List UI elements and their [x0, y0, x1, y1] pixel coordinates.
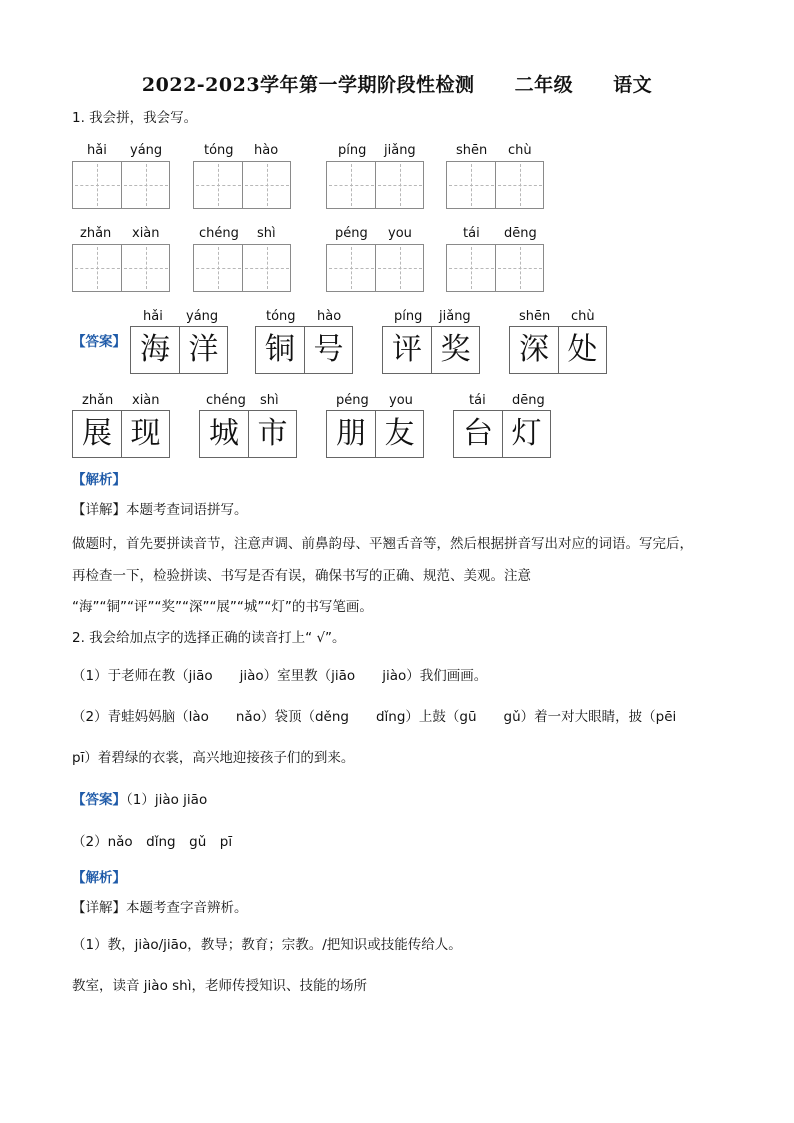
answer-grid	[453, 410, 551, 458]
page-title	[0, 70, 794, 97]
pinyin: tóng	[266, 309, 296, 324]
explanation-line: （1）教，jiào/jiāo，教导；教育；宗教。/把知识或技能传给人。	[72, 937, 462, 953]
writing-grid[interactable]	[446, 161, 544, 209]
answer-label: 【答案】	[72, 334, 126, 350]
answer-grid	[382, 326, 480, 374]
q2-answer-line	[72, 790, 207, 810]
pinyin: hào	[317, 309, 342, 324]
answer-char: 海	[140, 332, 170, 367]
explanation-paragraph: 再检查一下，检验拼读、书写是否有误，确保书写的正确、规范、美观。注意	[72, 568, 531, 584]
pinyin: jiǎng	[384, 143, 416, 158]
q2-answer: （1）jiào jiāo	[126, 792, 208, 808]
pinyin: yáng	[130, 143, 163, 158]
pinyin: tóng	[204, 143, 234, 158]
answer-grid	[326, 410, 424, 458]
pinyin: píng	[338, 143, 367, 158]
pinyin: you	[388, 226, 412, 241]
detail-label: 【详解】	[72, 502, 126, 518]
answer-char: 城	[209, 416, 239, 451]
pinyin: shēn	[456, 143, 488, 158]
q2-answer: （2）nǎo dǐng gǔ pī	[72, 834, 233, 850]
answer-grid	[72, 410, 170, 458]
pinyin: shì	[260, 393, 279, 408]
detail-label: 【详解】	[72, 900, 126, 916]
answer-char: 市	[248, 411, 296, 457]
pinyin: dēng	[504, 226, 537, 241]
pinyin: yáng	[186, 309, 219, 324]
exam-title: 2022-2023学年第一学期阶段性检测	[141, 74, 475, 96]
q2-item: （2）青蛙妈妈脑（lào nǎo）袋顶（děng dǐng）上鼓（gū gǔ）着一对大眼睛，披（pēi	[72, 709, 677, 725]
pinyin: chéng	[206, 393, 246, 408]
pinyin: shì	[257, 226, 276, 241]
writing-grid[interactable]	[193, 244, 291, 292]
q2-item: （1）于老师在教（jiāo jiào）室里教（jiāo jiào）我们画画。	[72, 668, 488, 684]
pinyin: zhǎn	[82, 393, 114, 408]
writing-grid[interactable]	[72, 161, 170, 209]
pinyin: xiàn	[132, 226, 160, 241]
q2-item-continued: pī）着碧绿的衣裳，高兴地迎接孩子们的到来。	[72, 750, 355, 766]
analysis-label: 【解析】	[72, 472, 126, 488]
subject-label: 语文	[613, 74, 653, 96]
answer-char: 灯	[502, 411, 550, 457]
writing-grid[interactable]	[326, 244, 424, 292]
q1-prompt: 1. 我会拼，我会写。	[72, 110, 198, 126]
pinyin: you	[389, 393, 413, 408]
answer-char: 奖	[431, 327, 479, 373]
answer-char: 现	[121, 411, 169, 457]
answer-char: 处	[558, 327, 606, 373]
answer-char: 洋	[179, 327, 227, 373]
writing-grid[interactable]	[193, 161, 291, 209]
explanation-paragraph: 做题时，首先要拼读音节，注意声调、前鼻韵母、平翘舌音等，然后根据拼音写出对应的词语。写完后，	[72, 536, 693, 552]
writing-grid[interactable]	[446, 244, 544, 292]
answer-grid	[199, 410, 297, 458]
pinyin: dēng	[512, 393, 545, 408]
detail-line	[72, 500, 248, 520]
q2-prompt: 2. 我会给加点字的选择正确的读音打上“ √”。	[72, 630, 346, 646]
analysis-label: 【解析】	[72, 870, 126, 886]
answer-grid	[255, 326, 353, 374]
answer-char: 号	[304, 327, 352, 373]
detail-text: 本题考查词语拼写。	[126, 502, 248, 518]
pinyin: píng	[394, 309, 423, 324]
pinyin: hǎi	[143, 309, 163, 324]
answer-char: 铜	[265, 332, 295, 367]
answer-char: 台	[463, 416, 493, 451]
pinyin: péng	[335, 226, 368, 241]
pinyin: chù	[571, 309, 595, 324]
pinyin: péng	[336, 393, 369, 408]
answer-char: 展	[82, 416, 112, 451]
answer-char: 友	[375, 411, 423, 457]
pinyin: zhǎn	[80, 226, 112, 241]
writing-grid[interactable]	[72, 244, 170, 292]
pinyin: chéng	[199, 226, 239, 241]
answer-grid	[509, 326, 607, 374]
pinyin: tái	[463, 226, 480, 241]
pinyin: shēn	[519, 309, 551, 324]
explanation-paragraph: “海”“铜”“评”“奖”“深”“展”“城”“灯”的书写笔画。	[72, 599, 373, 615]
answer-char: 深	[519, 332, 549, 367]
pinyin: xiàn	[132, 393, 160, 408]
grade-label: 二年级	[514, 74, 574, 96]
pinyin: jiǎng	[439, 309, 471, 324]
detail-text: 本题考查字音辨析。	[126, 900, 248, 916]
answer-grid	[130, 326, 228, 374]
pinyin: tái	[469, 393, 486, 408]
pinyin: hào	[254, 143, 279, 158]
detail-line	[72, 898, 248, 918]
answer-char: 朋	[336, 416, 366, 451]
pinyin: hǎi	[87, 143, 107, 158]
writing-grid[interactable]	[326, 161, 424, 209]
answer-label: 【答案】	[72, 792, 126, 808]
pinyin: chù	[508, 143, 532, 158]
answer-char: 评	[392, 332, 422, 367]
explanation-line: 教室，读音 jiào shì，老师传授知识、技能的场所	[72, 978, 367, 994]
